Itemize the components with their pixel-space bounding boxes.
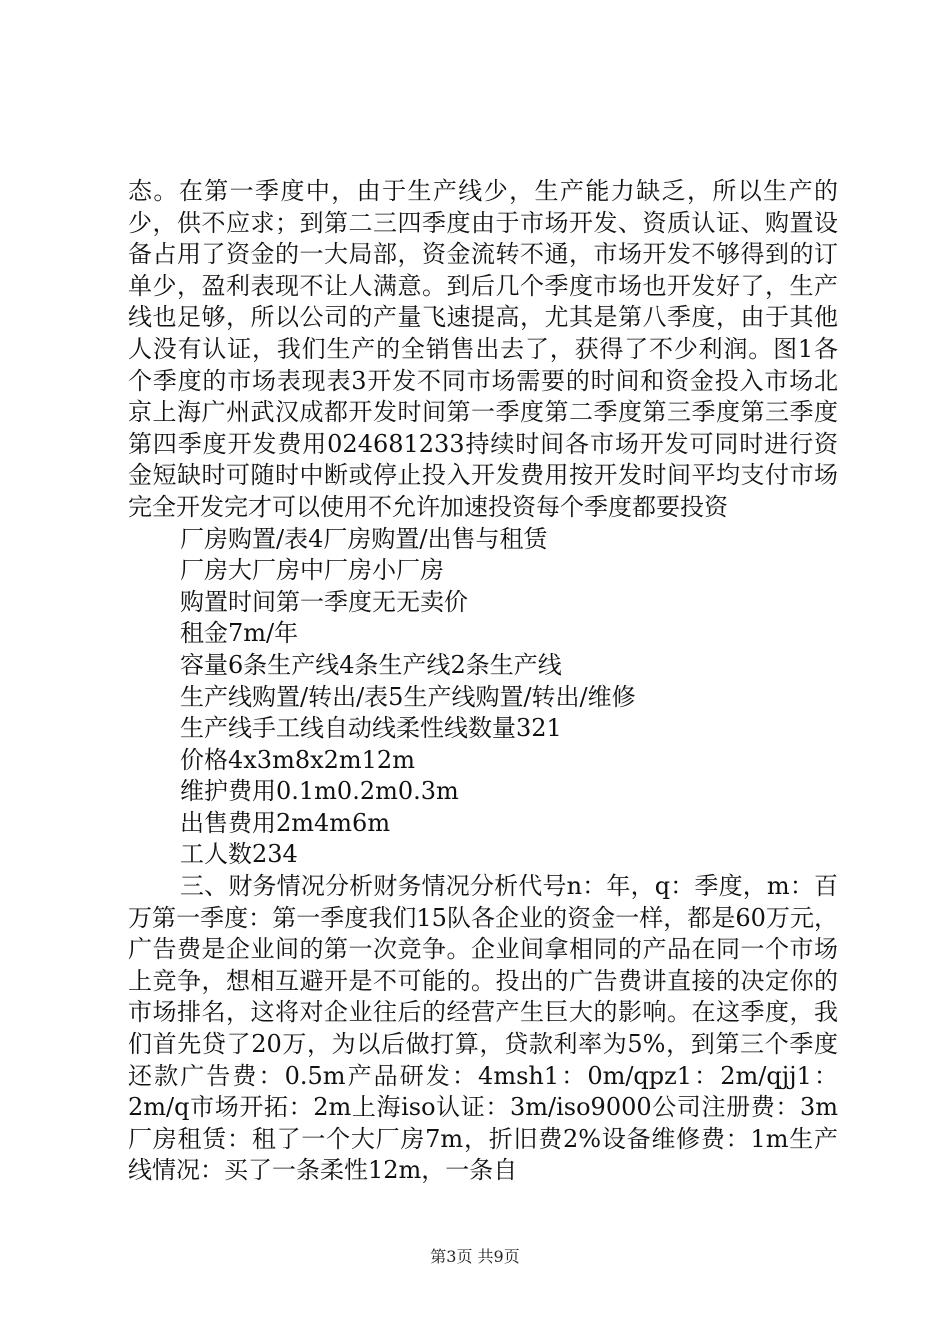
paragraph-financial-analysis: 三、财务情况分析财务情况分析代号n：年，q：季度，m：百万第一季度：第一季度我们15队各企业的资金一样，都是60万元，广告费是企业间的第一次竞争。企业间拿相同的产品在同一个市场上竞争，想相互避开是不可能的。投出的广告费讲直接的决定你的市场排名，这将对企业往后的经营产生巨大的影响。在这季度，我们首先贷了20万，为以后做打算，贷款利率为5%，到第三个季度还款广告费：0.5m产品研发：4msh1：0m/qpz1：2m/qjj1：2m/q市场开拓：2m上海iso认证：3m/iso9000公司注册费：3m厂房租赁：租了一个大厂房7m，折旧费2%设备维修费：1m生产线情况：买了一条柔性12m，一条自 xyxy=(128,872,838,1185)
text-line: 生产线购置/转出/表5生产线购置/转出/维修 xyxy=(180,682,636,711)
text-line: 维护费用0.1m0.2m0.3m xyxy=(180,777,459,806)
document-body xyxy=(128,176,838,1187)
text-line: 出售费用2m4m6m xyxy=(180,808,391,837)
text-line: 租金7m/年 xyxy=(180,619,299,648)
text-line: 厂房大厂房中厂房小厂房 xyxy=(180,556,444,585)
text-line: 厂房购置/表4厂房购置/出售与租赁 xyxy=(180,524,548,553)
text-line: 价格4x3m8x2m12m xyxy=(180,745,415,774)
text-line: 购置时间第一季度无无卖价 xyxy=(180,587,468,616)
table-text-lines xyxy=(128,524,838,872)
text-line: 容量6条生产线4条生产线2条生产线 xyxy=(180,650,562,679)
text-line: 生产线手工线自动线柔性线数量321 xyxy=(180,714,562,743)
text-line: 工人数234 xyxy=(180,840,298,869)
page-number-footer: 第3页 共9页 xyxy=(430,1247,520,1266)
paragraph-market-analysis: 态。在第一季度中，由于生产线少，生产能力缺乏，所以生产的少，供不应求；到第二三四季度由于市场开发、资质认证、购置设备占用了资金的一大局部，资金流转不通，市场开发不够得到的订单少，盈利表现不让人满意。到后几个季度市场也开发好了，生产线也足够，所以公司的产量飞速提高，尤其是第八季度，由于其他人没有认证，我们生产的全销售出去了，获得了不少利润。图1各个季度的市场表现表3开发不同市场需要的时间和资金投入市场北京上海广州武汉成都开发时间第一季度第二季度第三季度第三季度第四季度开发费用024681233持续时间各市场开发可同时进行资金短缺时可随时中断或停止投入开发费用按开发时间平均支付市场完全开发完才可以使用不允许加速投资每个季度都要投资 xyxy=(128,177,838,521)
